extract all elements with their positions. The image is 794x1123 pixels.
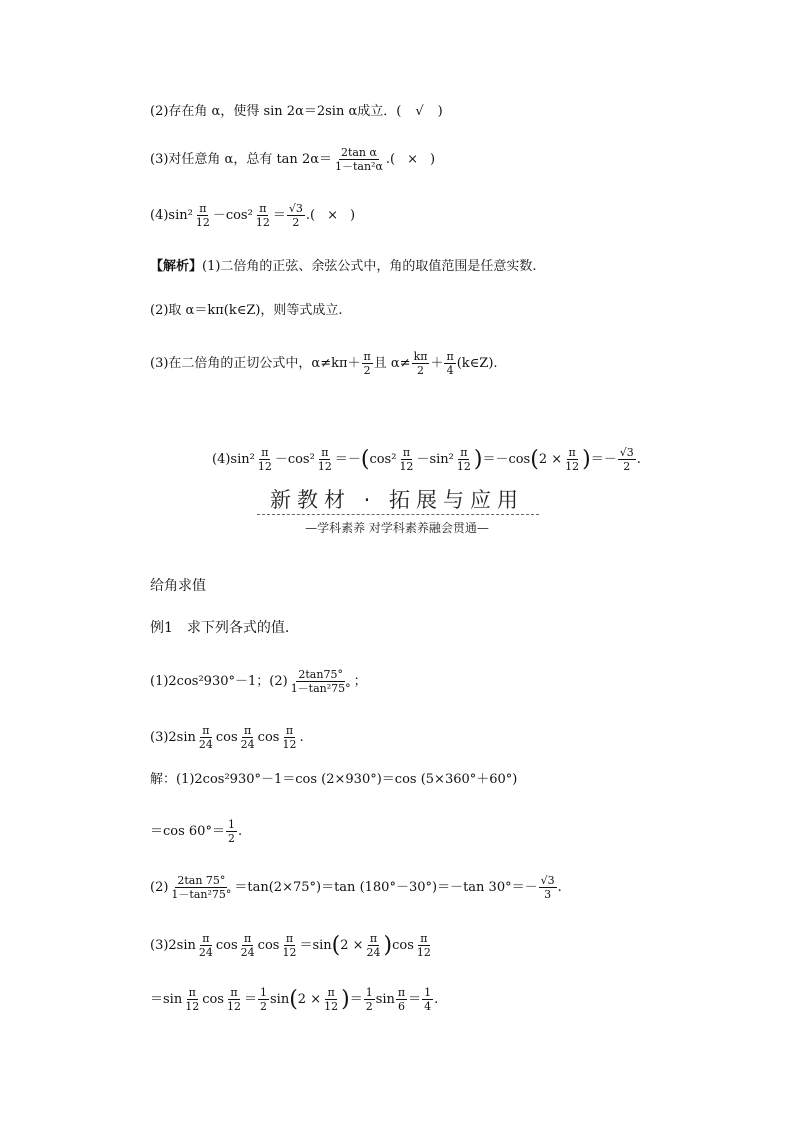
analysis-label: 【解析】 bbox=[150, 259, 203, 274]
fraction: $\frac{\text{2tan α}}{\text{1－tan²α}}$ bbox=[335, 146, 383, 173]
item-2-close: ) bbox=[437, 104, 443, 119]
analysis-1: 【解析】 (1)二倍角的正弦、余弦公式中，角的取值范围是任意实数. bbox=[150, 259, 537, 274]
example-label: 例1 bbox=[150, 620, 173, 636]
solution-1: 解：(1)2cos²930°－1＝cos (2×930°)＝cos (5×360°＋60°) bbox=[150, 772, 518, 787]
analysis-3: (3)在二倍角的正切公式中，α≠kπ＋ $\frac{\pi}{2}$ 且 α≠ $\frac{k\pi}{2}$ ＋ $\frac{\pi}{4}$ (k∈Z). bbox=[150, 350, 498, 377]
solution-1b: ＝cos 60°＝ $\frac{1}{2}$ . bbox=[150, 818, 243, 845]
banner-title: 新教材 · 拓展与应用 bbox=[269, 488, 525, 512]
example-line: 例1 求下列各式的值. bbox=[150, 620, 290, 636]
item-2-text: (2)存在角 α，使得 sin 2α＝2sin α成立．( bbox=[150, 104, 402, 119]
solution-3b: ＝sin $\frac{\pi}{12}$ cos $\frac{\pi}{12}$ ＝ $\frac{1}{2}$ sin ( 2 × $\frac{\pi}{12}$ ) ＝ $\frac{1}{2}$ sin $\frac{\pi}{6}$ ＝ $\frac{1}{4}$ . bbox=[150, 986, 439, 1013]
section-heading: 给角求值 bbox=[150, 578, 206, 594]
solution-2: (2) $\frac{2\tan 75^\circ}{\text{1－tan²75°}}$ ＝tan(2×75°)＝tan (180°－30°)＝－tan 30°＝－ $\frac{√3}{3}$ . bbox=[150, 874, 562, 901]
analysis-2: (2)取 α＝kπ(k∈Z)，则等式成立. bbox=[150, 303, 343, 318]
item-3: (3)对任意角 α，总有 tan 2α＝ $\frac{\text{2tan α}}{\text{1－tan²α}}$ .( × ) bbox=[150, 146, 436, 173]
cross-mark: × bbox=[327, 207, 338, 223]
item-2 bbox=[150, 104, 443, 120]
solution-3: (3)2sin $\frac{\pi}{24}$ cos $\frac{\pi}{24}$ cos $\frac{\pi}{12}$ ＝sin ( 2 × $\frac{\pi}{24}$ ) cos $\frac{\pi}{12}$ bbox=[150, 932, 431, 959]
analysis-4: (4)sin² $\frac{\pi}{12}$ －cos² $\frac{\pi}{12}$ ＝－ ( cos² $\frac{\pi}{12}$ －sin² $\frac{\pi}{12}$ ) ＝－cos ( 2 × $\frac{\pi}{12}$ ) ＝－ $\frac{√3}{2}$ . bbox=[212, 446, 641, 473]
check-mark: √ bbox=[415, 104, 424, 119]
question-3: (3)2sin $\frac{\pi}{24}$ cos $\frac{\pi}{24}$ cos $\frac{\pi}{12}$ . bbox=[150, 724, 304, 751]
cross-mark: × bbox=[407, 151, 419, 167]
question-1: (1)2cos²930°－1；(2) $\frac{2\tan 75^\circ}{\text{1－tan²75°}}$ ； bbox=[150, 668, 367, 695]
item-3-text: (3)对任意角 α，总有 tan 2α＝ bbox=[150, 151, 332, 167]
item-4: (4)sin² $\frac{\pi}{12}$ －cos² $\frac{\pi}{12}$ ＝ $\frac{√3}{2}$ .( × ) bbox=[150, 202, 356, 229]
banner-divider bbox=[257, 514, 539, 515]
banner-subtitle: —学科素养 对学科素养融会贯通— bbox=[305, 521, 489, 535]
